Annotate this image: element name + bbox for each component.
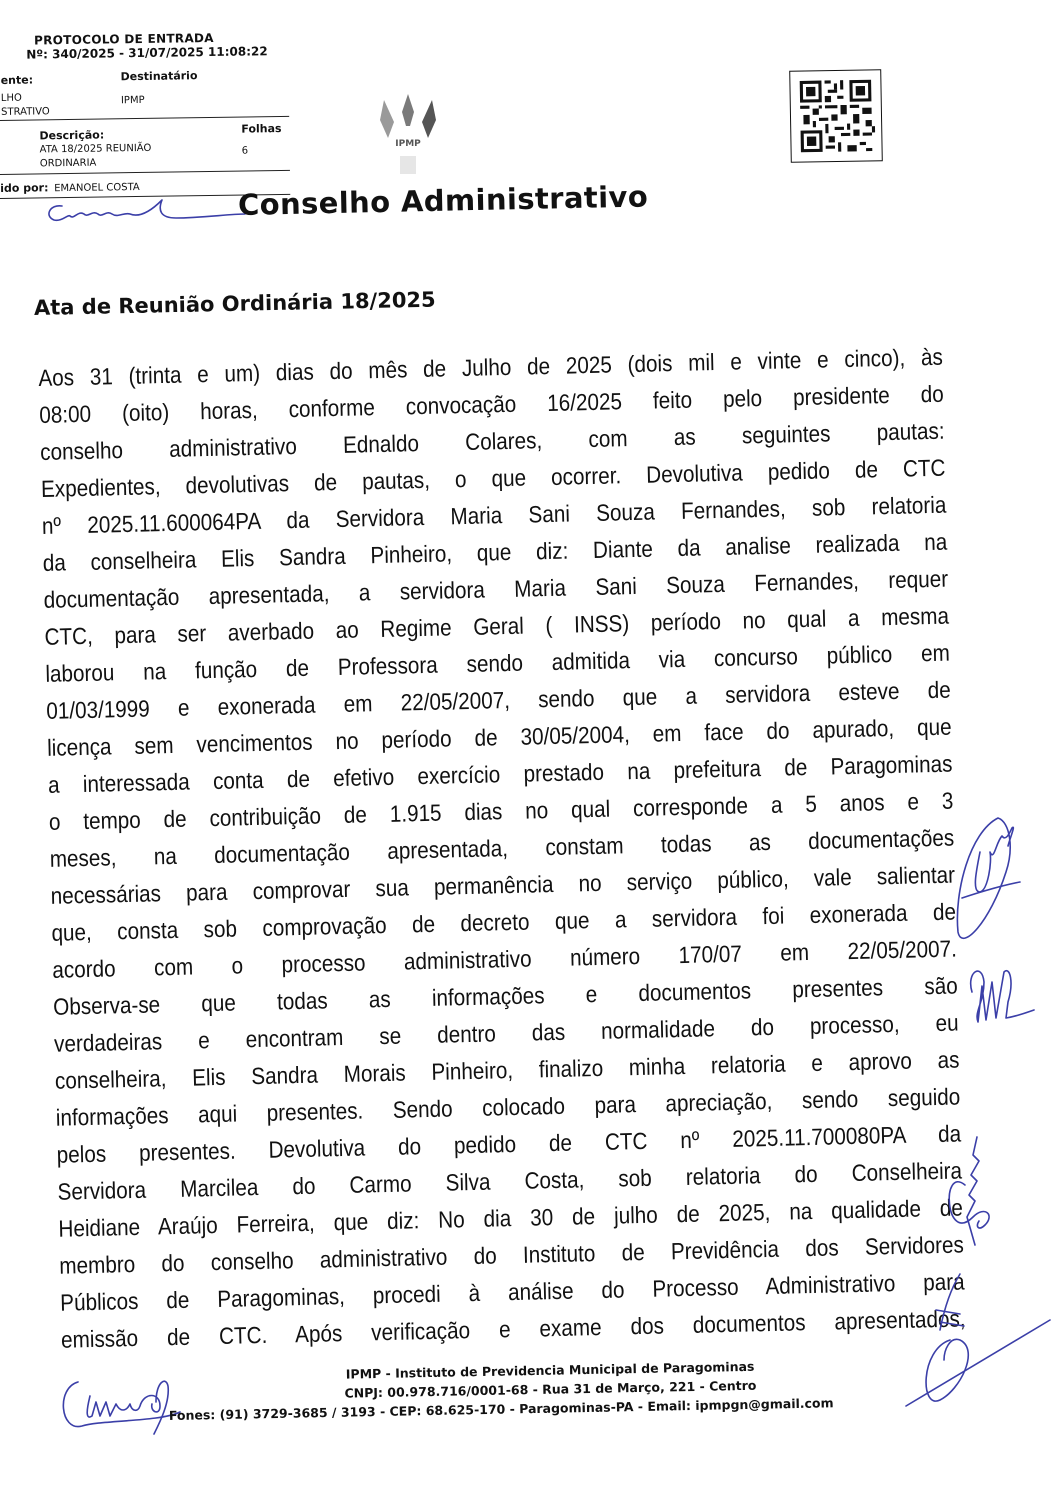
body-line: Heidiane Araújo Ferreira, que diz: No dia 30 de julho de 2025, na qualidade de [58, 1194, 964, 1242]
body-line: CTC, para ser averbado ao Regime Geral ( INSS) período no qual a mesma [44, 602, 950, 650]
stamp-title: PROTOCOLO DE ENTRADA [33, 30, 214, 48]
body-line: pelos presentes. Devolutiva do pedido de CTC nº 2025.11.700080PA da [56, 1120, 962, 1168]
body-line: Servidora Marcilea do Carmo Silva Costa, sob relatoria do Conselheira [57, 1157, 963, 1205]
body-line: a interessada conta de efetivo exercício prestado na prefeitura de Paragominas [47, 750, 953, 798]
body-line: 08:00 (oito) horas, conforme convocação 16/2025 feito pelo presidente do [38, 380, 944, 428]
ipmp-logo-icon [378, 86, 438, 181]
margin-signature-2 [962, 962, 1042, 1032]
stamp-received-by-value: EMANOEL COSTA [54, 182, 140, 195]
body-line: licença sem vencimentos no período de 30/05/2004, em face do apurado, que [46, 713, 952, 761]
body-line: conselho administrativo Ednaldo Colares, com as seguintes pautas: [39, 417, 945, 465]
body-line: nº 2025.11.600064PA da Servidora Maria Sani Souza Fernandes, sob relatoria [41, 491, 947, 539]
stamp-received-by-label: ido por: [0, 181, 49, 195]
body-line: da conselheira Elis Sandra Pinheiro, que diz: Diante da analise realizada na [42, 528, 948, 576]
stamp-divider [0, 170, 290, 175]
stamp-recipient-label: Destinatário [120, 69, 198, 84]
body-line: 01/03/1999 e exonerada em 22/05/2007, sendo que a servidora esteve de [45, 676, 951, 724]
body-line: laborou na função de Professora sendo admitida via concurso público em [45, 639, 951, 687]
stamp-description-value-2: ORDINARIA [39, 157, 97, 170]
stamp-pages-value: 6 [241, 145, 249, 157]
institution-footer [170, 1353, 931, 1425]
body-line: conselheira, Elis Sandra Morais Pinheiro, finalizo minha relatoria e aprovo as [54, 1046, 960, 1094]
page-title: Conselho Administrativo [237, 179, 649, 222]
stamp-description-label: Descrição: [39, 128, 105, 143]
body-line: emissão de CTC. Após verificação e exame dos documentos apresentados, [60, 1305, 966, 1353]
margin-signature-3 [935, 1135, 1015, 1255]
stamp-sender-value-1: LHO [0, 92, 22, 104]
stamp-sender-value-2: STRATIVO [1, 106, 50, 118]
body-line: o tempo de contribuição de 1.915 dias no qual corresponde a 5 anos e 3 [48, 787, 954, 835]
body-line: documentação apresentada, a servidora Maria Sani Souza Fernandes, requer [43, 565, 949, 613]
margin-signature-1 [950, 812, 1030, 947]
body-line: necessárias para comprovar sua permanência no serviço público, vale salientar [50, 861, 956, 909]
body-line: membro do conselho administrativo do Instituto de Previdência dos Servidores [59, 1231, 965, 1279]
stamp-description-value-1: ATA 18/2025 REUNIÃO [39, 142, 152, 156]
body-line: Observa-se que todas as informações e documentos presentes são [52, 972, 958, 1020]
body-line: que, consta sob comprovação de decreto que a servidora foi exonerada de [51, 898, 957, 946]
stamp-sender-label: ente: [0, 73, 34, 87]
body-line: Públicos de Paragominas, procedi à análise do Processo Administrativo para [59, 1268, 965, 1316]
qr-code[interactable] [789, 69, 883, 163]
body-line: verdadeiras e encontram se dentro das normalidade do processo, eu [53, 1009, 959, 1057]
body-line: informações aqui presentes. Sendo colocado para apreciação, sendo seguido [55, 1083, 961, 1131]
body-line: meses, na documentação apresentada, constam todas as documentações [49, 824, 955, 872]
svg-text:IPMP: IPMP [395, 139, 421, 149]
footer-address: CNPJ: 00.978.716/0001-68 - Rua 31 de Março, 221 - Centro [344, 1377, 757, 1401]
minutes-body [38, 339, 966, 1359]
document-subtitle: Ata de Reunião Ordinária 18/2025 [33, 287, 436, 320]
body-line: Expedientes, devolutivas de pautas, o que ocorrer. Devolutiva pedido de CTC [40, 454, 946, 502]
stamp-recipient-value: IPMP [120, 94, 145, 107]
body-line: acordo com o processo administrativo número 170/07 em 22/05/2007. [52, 935, 958, 983]
stamp-signature [40, 196, 250, 230]
stamp-number: Nº: 340/2025 - 31/07/2025 11:08:22 [26, 44, 268, 62]
protocol-stamp [0, 30, 298, 214]
qr-code-icon [790, 70, 882, 162]
body-line: Aos 31 (trinta e um) dias do mês de Julho de 2025 (dois mil e vinte e cinco), às [38, 343, 944, 391]
stamp-pages-label: Folhas [241, 122, 282, 136]
footer-contact: Fones: (91) 3729-3685 / 3193 - CEP: 68.625-170 - Paragominas-PA - Email: ipmpgn@gmail.com [168, 1395, 834, 1424]
footer-institution-name: IPMP - Instituto de Previdencia Municipal de Paragominas [345, 1358, 755, 1382]
